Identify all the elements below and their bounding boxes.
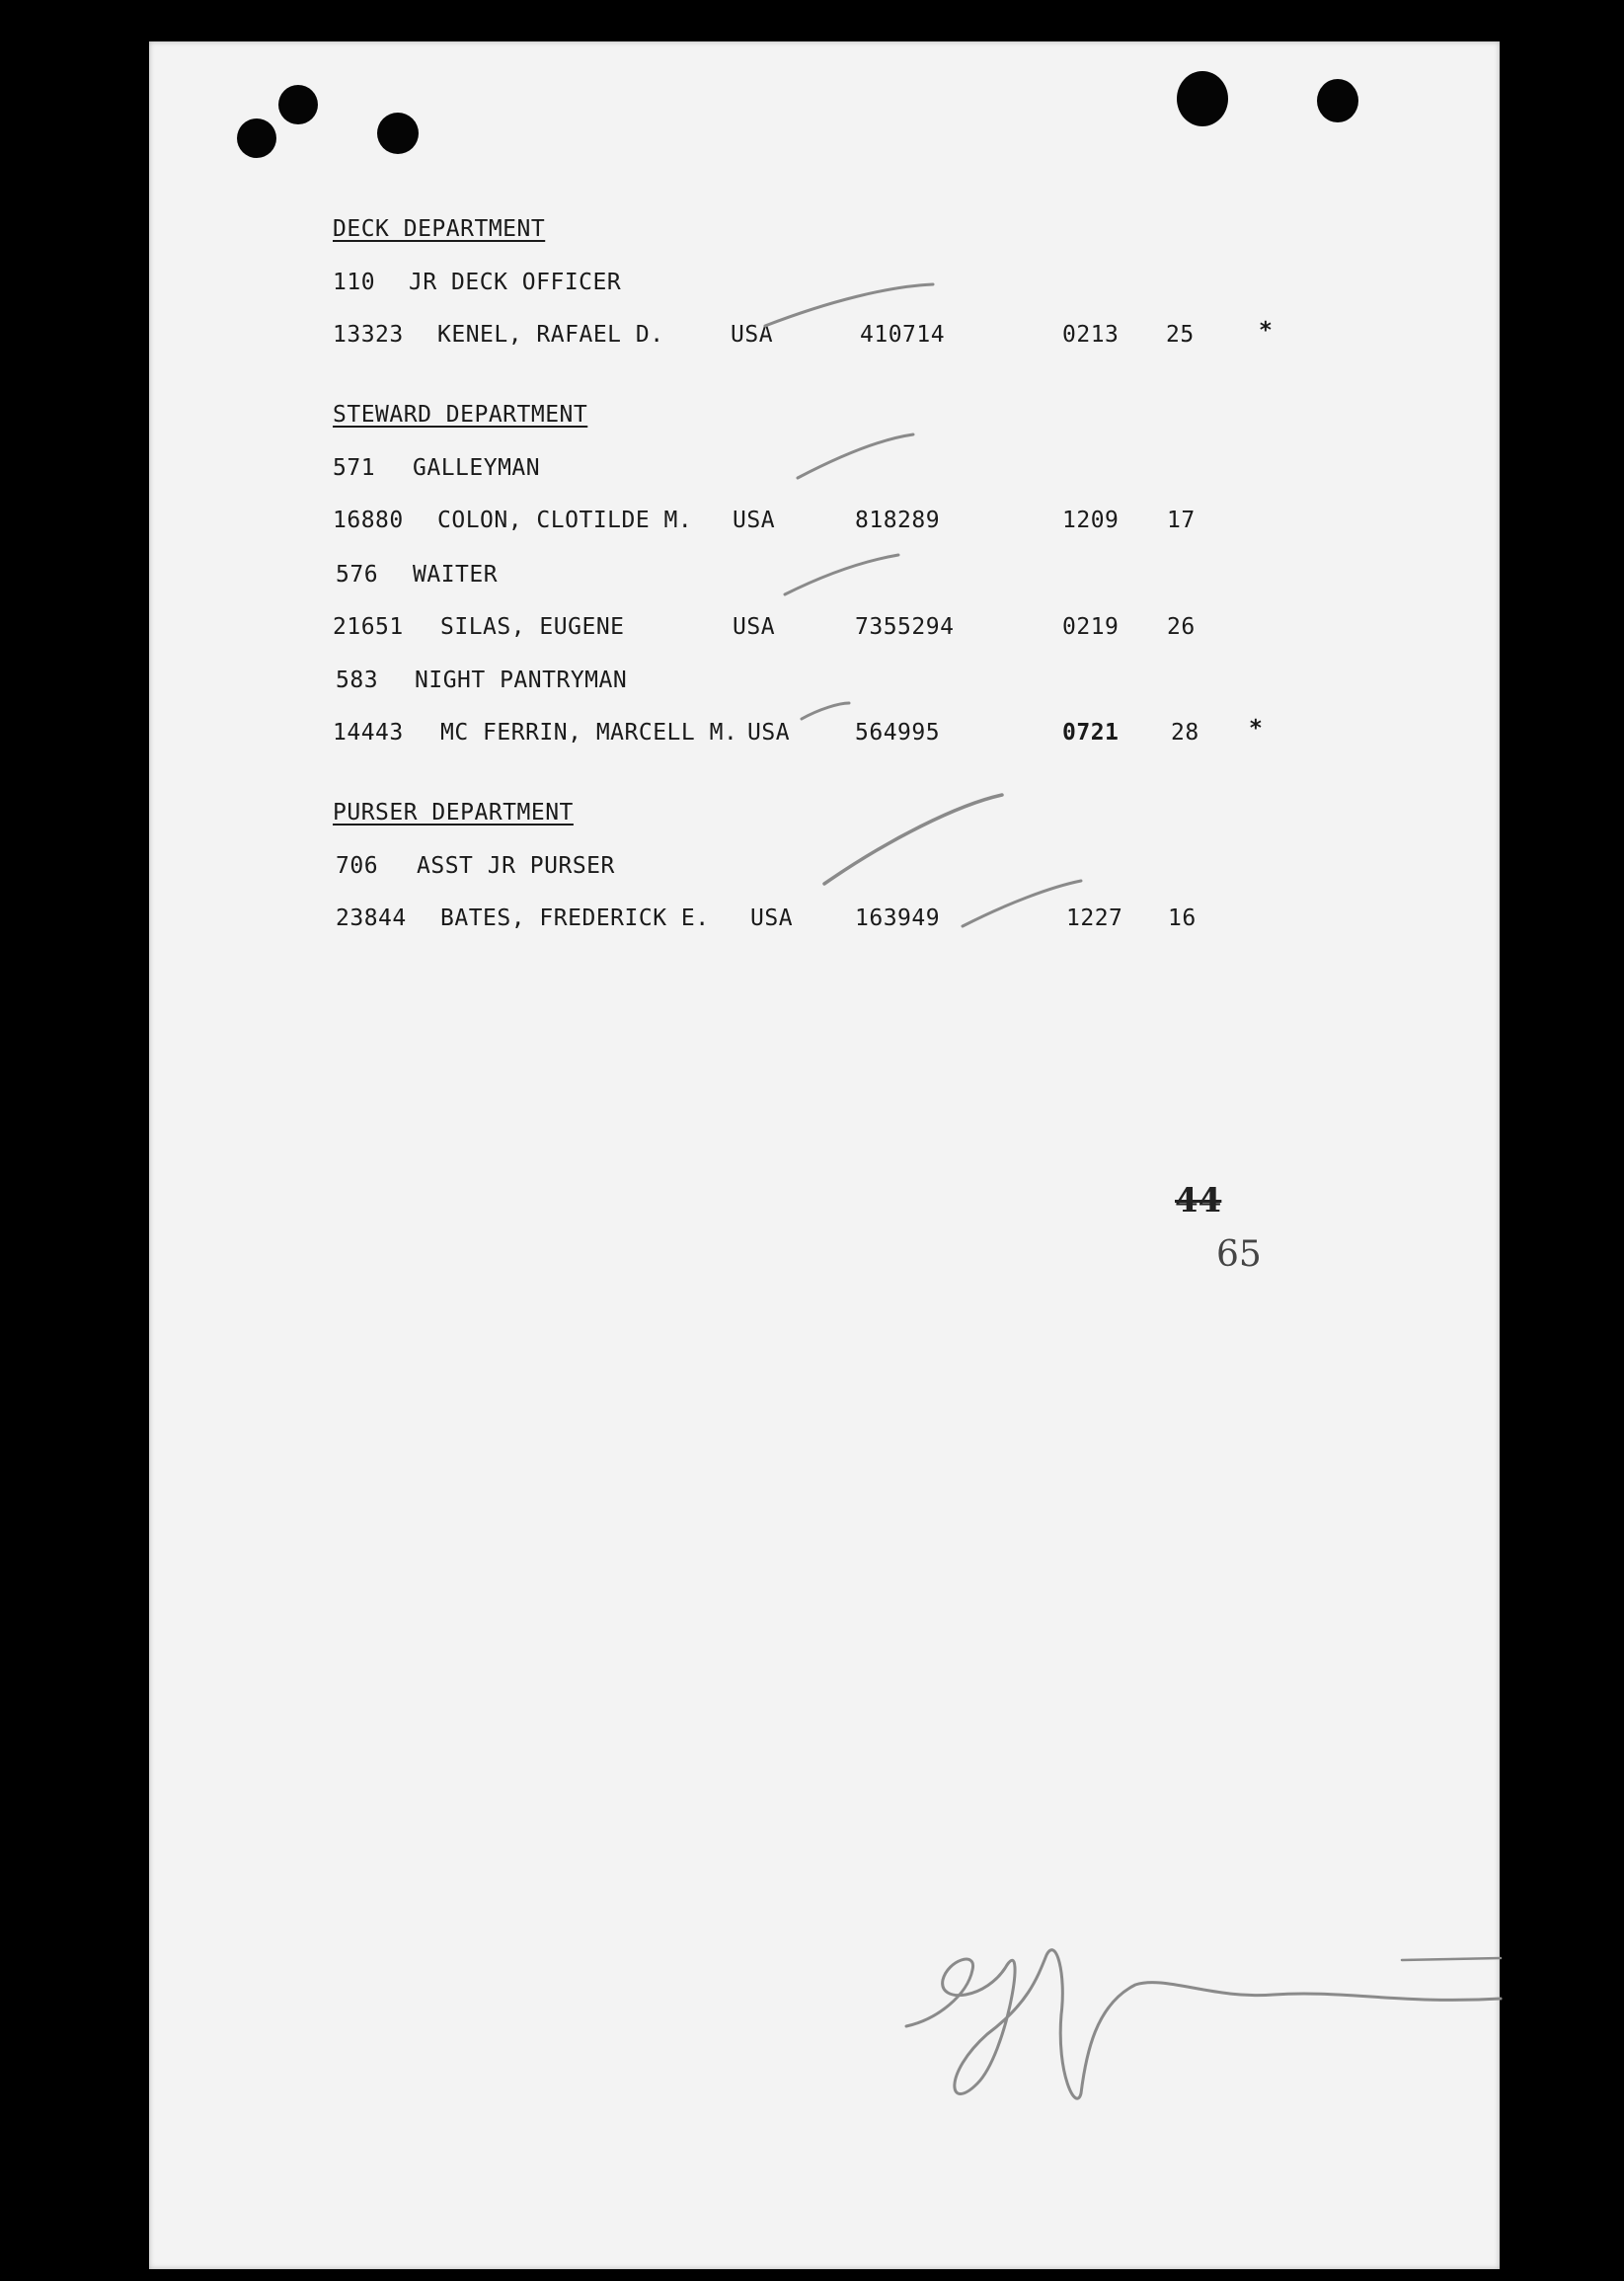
crew-age: 16 bbox=[1168, 905, 1197, 931]
position-code: 576 bbox=[336, 562, 379, 588]
check-mark bbox=[963, 881, 1081, 926]
position-title: GALLEYMAN bbox=[413, 455, 541, 481]
crew-flag: * bbox=[1259, 318, 1274, 344]
crew-date: 0721 bbox=[1062, 720, 1120, 746]
section-header-steward: STEWARD DEPARTMENT bbox=[333, 402, 588, 428]
position-title: WAITER bbox=[413, 562, 499, 588]
crew-name: SILAS, EUGENE bbox=[440, 614, 625, 640]
signature bbox=[906, 1950, 1501, 2099]
page-number: 65 bbox=[1216, 1234, 1262, 1275]
check-mark bbox=[785, 555, 898, 594]
crew-number: 818289 bbox=[855, 508, 941, 533]
position-title: JR DECK OFFICER bbox=[409, 270, 622, 295]
crew-id: 21651 bbox=[333, 614, 404, 640]
position-code: 110 bbox=[333, 270, 376, 295]
check-mark bbox=[824, 795, 1002, 884]
crew-country: USA bbox=[733, 614, 776, 640]
crew-date: 1227 bbox=[1066, 905, 1123, 931]
crew-country: USA bbox=[750, 905, 794, 931]
crew-id: 23844 bbox=[336, 905, 407, 931]
section-header-purser: PURSER DEPARTMENT bbox=[333, 800, 574, 826]
position-code: 706 bbox=[336, 853, 379, 879]
crew-name: BATES, FREDERICK E. bbox=[440, 905, 710, 931]
position-title: NIGHT PANTRYMAN bbox=[415, 668, 628, 693]
crew-number: 163949 bbox=[855, 905, 941, 931]
crew-date: 0219 bbox=[1062, 614, 1120, 640]
crew-age: 25 bbox=[1166, 322, 1195, 348]
crew-flag: * bbox=[1249, 716, 1264, 742]
crew-name: KENEL, RAFAEL D. bbox=[437, 322, 664, 348]
crew-age: 28 bbox=[1171, 720, 1199, 746]
check-mark bbox=[802, 703, 849, 719]
crew-age: 26 bbox=[1167, 614, 1196, 640]
position-code: 583 bbox=[336, 668, 379, 693]
section-header-deck: DECK DEPARTMENT bbox=[333, 216, 546, 242]
crew-country: USA bbox=[733, 508, 776, 533]
check-mark bbox=[765, 284, 933, 326]
crew-date: 0213 bbox=[1062, 322, 1120, 348]
position-code: 571 bbox=[333, 455, 376, 481]
crew-number: 410714 bbox=[860, 322, 946, 348]
crew-name: COLON, CLOTILDE M. bbox=[437, 508, 693, 533]
check-mark bbox=[798, 434, 913, 478]
crew-age: 17 bbox=[1167, 508, 1196, 533]
crew-name: MC FERRIN, MARCELL M. bbox=[440, 720, 738, 746]
signature-stroke bbox=[1402, 1958, 1501, 1960]
crew-id: 16880 bbox=[333, 508, 404, 533]
crew-number: 564995 bbox=[855, 720, 941, 746]
crew-country: USA bbox=[731, 322, 774, 348]
crew-id: 14443 bbox=[333, 720, 404, 746]
crew-id: 13323 bbox=[333, 322, 404, 348]
struck-page-number: 44 bbox=[1175, 1181, 1222, 1220]
crew-number: 7355294 bbox=[855, 614, 955, 640]
crew-date: 1209 bbox=[1062, 508, 1120, 533]
crew-country: USA bbox=[747, 720, 791, 746]
position-title: ASST JR PURSER bbox=[417, 853, 615, 879]
